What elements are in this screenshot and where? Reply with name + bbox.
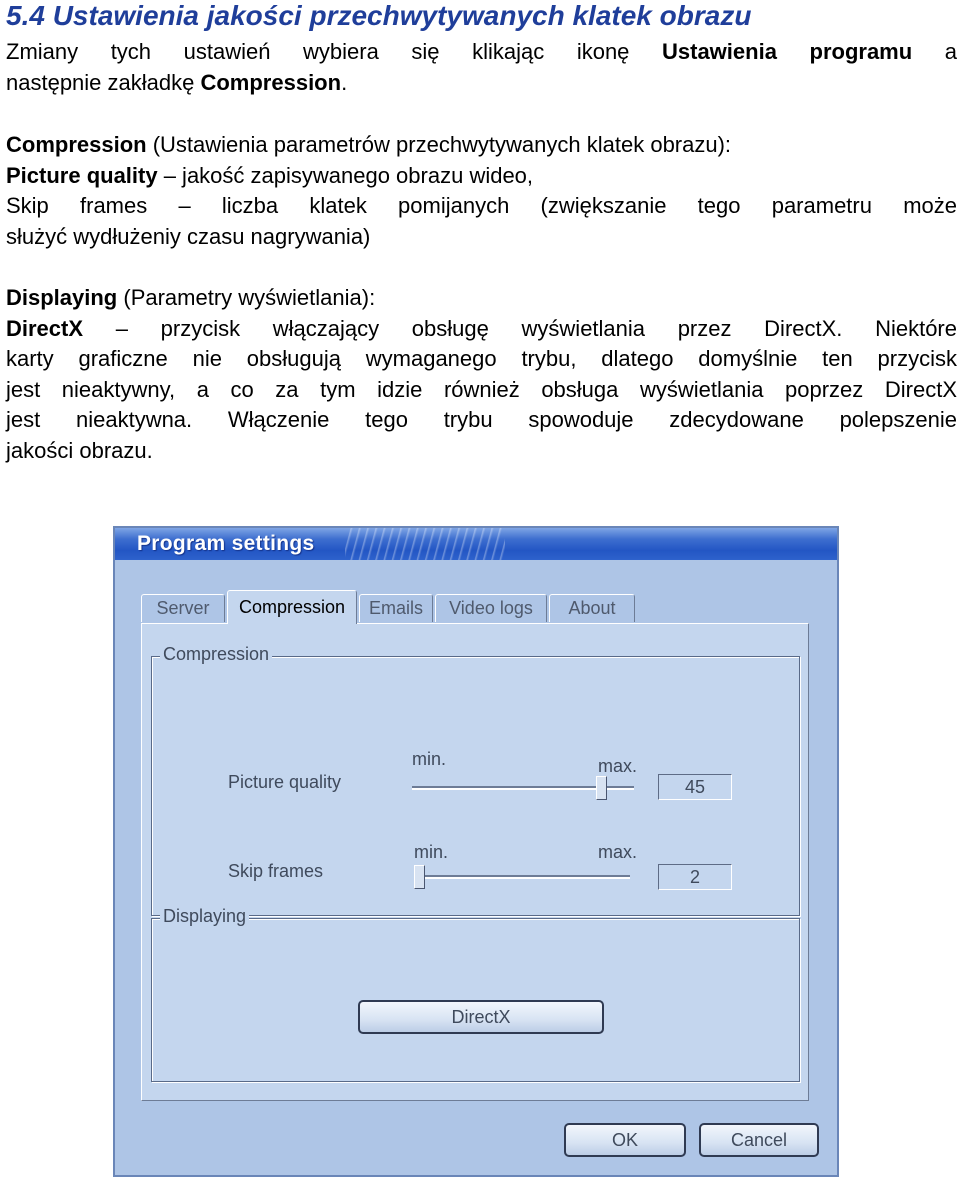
tab-emails[interactable]: Emails [359, 594, 433, 622]
compression-group [151, 644, 800, 916]
compression-group-label: Compression [160, 644, 272, 665]
picture-quality-slider-thumb[interactable] [596, 776, 607, 800]
displaying-title-line: Displaying (Parametry wyświetlania): [6, 285, 376, 310]
directx-line-5: jakości obrazu. [6, 437, 153, 463]
tab-server[interactable]: Server [141, 594, 225, 622]
picture-quality-label: Picture quality [228, 772, 342, 792]
displaying-paragraph [6, 283, 957, 466]
skip-frames-line-1: Skip frames – liczba klatek pomijanych (zwiększanie tego parametru może [6, 193, 957, 218]
titlebar-decoration [345, 528, 505, 560]
skip-frames-value-field[interactable]: 2 [658, 864, 732, 890]
picture-quality-max-label: max. [598, 756, 638, 776]
compression-tab-panel [141, 623, 809, 1101]
ok-button[interactable]: OK [564, 1123, 686, 1157]
cancel-button[interactable]: Cancel [699, 1123, 819, 1157]
compression-paragraph [6, 130, 957, 252]
skip-frames-slider-track[interactable] [414, 875, 630, 879]
picture-quality-min-label: min. [412, 749, 447, 769]
skip-frames-min-label: min. [414, 842, 449, 862]
compression-title-line: Compression (Ustawienia parametrów przechwytywanych klatek obrazu): [6, 132, 732, 157]
intro-line-2: następnie zakładkę Compression. [6, 69, 348, 95]
directx-line-3: jest nieaktywny, a co za tym idzie również obsługa wyświetlania poprzez DirectX [6, 376, 957, 402]
picture-quality-value-field[interactable]: 45 [658, 774, 732, 800]
skip-frames-max-label: max. [598, 842, 638, 862]
directx-line-2: karty graficzne nie obsługują wymaganego trybu, dlatego domyślnie ten przycisk [6, 346, 957, 371]
program-settings-window [113, 526, 839, 1177]
intro-line-1: Zmiany tych ustawień wybiera się klikając ikonę Ustawienia programu a [6, 39, 957, 64]
tab-compression[interactable]: Compression [227, 590, 357, 624]
picture-quality-line: Picture quality – jakość zapisywanego obrazu wideo, [6, 162, 534, 188]
skip-frames-label: Skip frames [228, 861, 324, 881]
window-title: Program settings [137, 532, 315, 555]
window-titlebar[interactable] [115, 528, 837, 560]
displaying-group [151, 906, 800, 1082]
tab-about[interactable]: About [549, 594, 635, 622]
directx-line-1: DirectX – przycisk włączający obsługę wyświetlania przez DirectX. Niektóre [6, 315, 957, 341]
directx-line-4: jest nieaktywna. Włączenie tego trybu spowoduje zdecydowane polepszenie [6, 407, 957, 432]
skip-frames-slider-thumb[interactable] [414, 865, 425, 889]
tab-video-logs[interactable]: Video logs [435, 594, 547, 622]
skip-frames-line-2: służyć wydłużeniy czasu nagrywania) [6, 223, 371, 249]
intro-paragraph [6, 37, 957, 98]
directx-button[interactable]: DirectX [358, 1000, 604, 1034]
section-heading: 5.4 Ustawienia jakości przechwytywanych klatek obrazu [6, 0, 752, 31]
displaying-group-label: Displaying [160, 906, 249, 927]
